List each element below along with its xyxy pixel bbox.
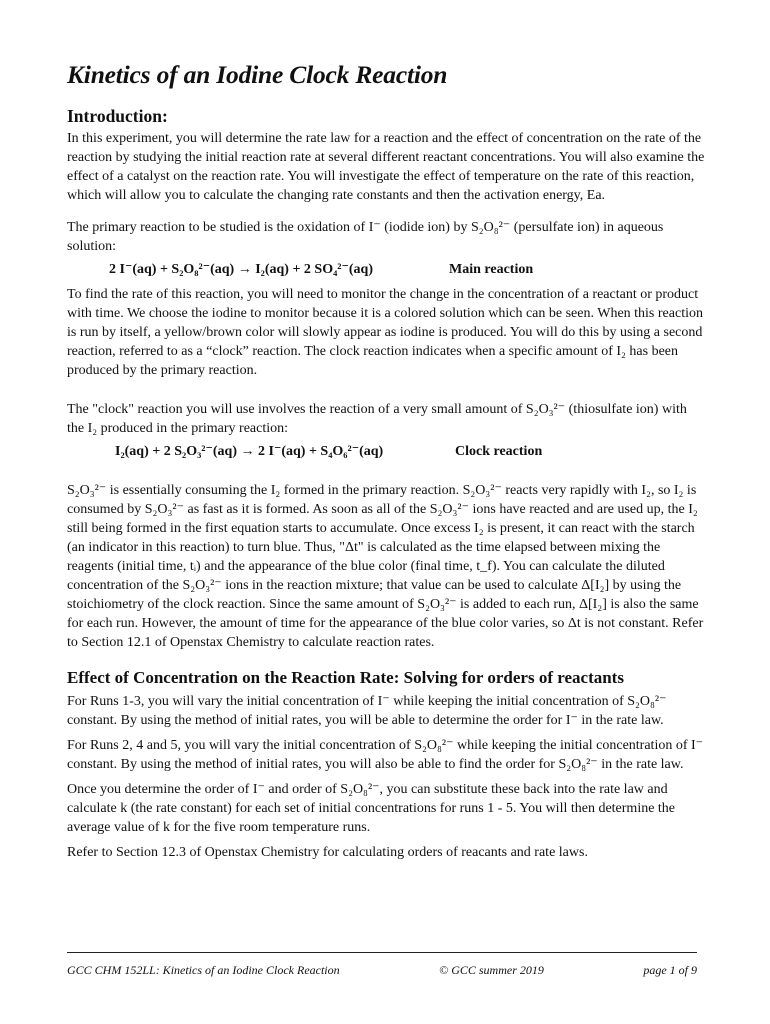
effect-paragraph-3: Once you determine the order of I⁻ and order of S₂O₈²⁻, you can substitute these back into the rate law and calculate k (the rate constant) for each set of initial concentrations for runs 1 - 5. You will then determine the average value of k for the five room temperature runs.: [67, 782, 676, 835]
intro-paragraph-3: To find the rate of this reaction, you will need to monitor the change in the concentration of a reactant or product with time. We choose the iodine to monitor because it is a colored solution which can be seen. When this reaction is run by itself, a yellow/brown color will slowly appear as iodine is produced. You will do this by using a second reaction, referred to as a “clock” reaction. The clock reaction indicates when a specific amount of I₂ has been produced by the primary reaction.: [67, 287, 703, 378]
footer-course: GCC CHM 152LL: Kinetics of an Iodine Clock Reaction: [67, 963, 340, 977]
footer-page-number: page 1 of 9: [643, 963, 697, 977]
clock-reaction-formula: I₂(aq) + 2 S₂O₃²⁻(aq) → 2 I⁻(aq) + S₄O₆²⁻(aq): [115, 444, 384, 459]
clock-reaction-label: Clock reaction: [455, 444, 543, 459]
intro-paragraph-4: The "clock" reaction you will use involves the reaction of a very small amount of S₂O₃²⁻ (thiosulfate ion) with the I₂ produced in the primary reaction:: [67, 402, 687, 436]
clock-reaction-equation: [67, 442, 707, 461]
footer-copyright: © GCC summer 2019: [439, 963, 544, 977]
intro-paragraph-5: S₂O₃²⁻ is essentially consuming the I₂ formed in the primary reaction. S₂O₃²⁻ reacts very rapidly with I₂, so I₂ is consumed by S₂O₃²⁻ as fast as it is formed. As soon as all of the S₂O₃²⁻ ions have reacted and are used up, the I₂ still being formed in the first equation starts to accumulate. Once excess I₂ is present, it can react with the starch (an indicator in this reaction) to turn blue. Thus, "Δt" is calculated as the time elapsed between mixing the reagents (initial time, tᵢ) and the appearance of the blue color (final time, t_f). You can calculate the diluted concentration of the S₂O₃²⁻ ions in the reaction mixture; that value can be used to calculate Δ[I₂] by using the stoichiometry of the clock reaction. Since the same amount of S₂O₃²⁻ is added to each run, Δ[I₂] is also the same for each run. However, the amount of time for the appearance of the blue color varies, so Δt is not constant. Refer to Section 12.1 of Openstax Chemistry to calculate reaction rates.: [67, 483, 704, 650]
effect-heading: Effect of Concentration on the Reaction Rate: Solving for orders of reactants: [67, 668, 624, 687]
document-page: [67, 60, 707, 862]
main-reaction-formula: 2 I⁻(aq) + S₂O₈²⁻(aq) → I₂(aq) + 2 SO₄²⁻(aq): [109, 262, 373, 277]
effect-paragraph-1: For Runs 1-3, you will vary the initial concentration of I⁻ while keeping the initial concentration of S₂O₈²⁻ constant. By using the method of initial rates, you will be able to determine the order for I⁻ in the rate law.: [67, 694, 667, 728]
main-reaction-label: Main reaction: [449, 262, 534, 277]
intro-paragraph-2: The primary reaction to be studied is the oxidation of I⁻ (iodide ion) by S₂O₈²⁻ (persulfate ion) in aqueous solution:: [67, 220, 664, 254]
effect-paragraph-4: Refer to Section 12.3 of Openstax Chemistry for calculating orders of reacants and rate laws.: [67, 845, 588, 860]
page-title: Kinetics of an Iodine Clock Reaction: [67, 60, 448, 89]
effect-paragraph-2: For Runs 2, 4 and 5, you will vary the initial concentration of S₂O₈²⁻ while keeping the initial concentration of I⁻ constant. By using the method of initial rates, you will also be able to find the order for S₂O₈²⁻ in the rate law.: [67, 738, 704, 772]
page-footer: [67, 952, 697, 978]
main-reaction-equation: [67, 260, 707, 279]
intro-heading: Introduction:: [67, 106, 168, 126]
intro-paragraph-1: In this experiment, you will determine the rate law for a reaction and the effect of concentration on the rate of the reaction by studying the initial reaction rate at several different reactant concentrations. You will also examine the effect of a catalyst on the reaction rate. You will investigate the effect of temperature on the rate of this reaction, which will allow you to calculate the changing rate constants and then the activation energy, Ea.: [67, 131, 705, 203]
